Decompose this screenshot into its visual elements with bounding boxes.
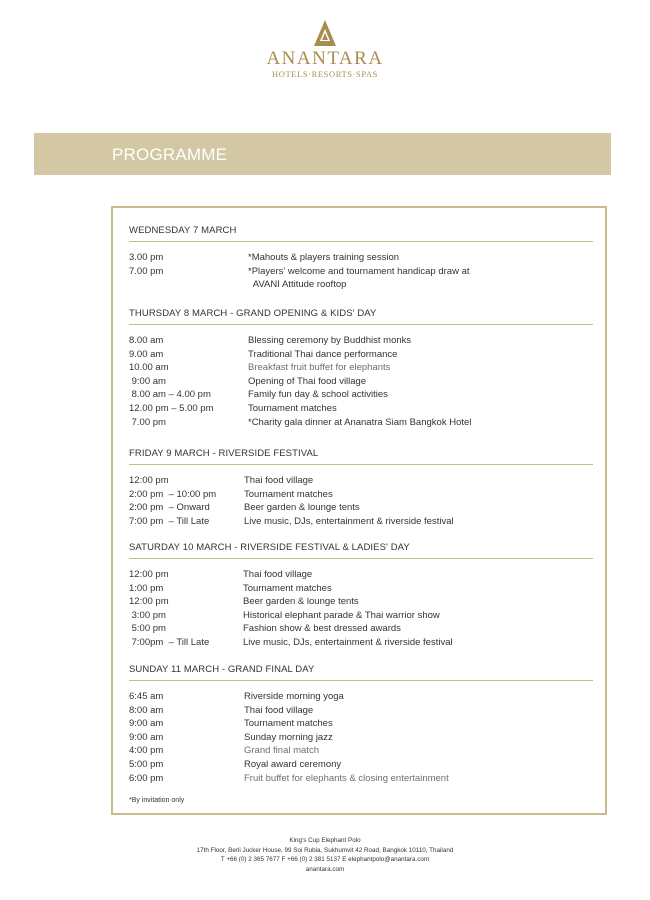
schedule-event: Grand final match bbox=[244, 745, 319, 757]
schedule-time: 8.00 am – 4.00 pm bbox=[129, 389, 211, 401]
footer bbox=[0, 836, 650, 874]
schedule-row bbox=[129, 501, 593, 515]
schedule-row bbox=[129, 348, 593, 362]
schedule-time: 7:00pm – Till Late bbox=[129, 636, 210, 648]
schedule-event: Historical elephant parade & Thai warrior show bbox=[243, 609, 440, 621]
schedule-time: 4:00 pm bbox=[129, 745, 164, 757]
schedule-time: 3.00 pm bbox=[129, 252, 164, 263]
schedule-time: 6:00 pm bbox=[129, 772, 164, 784]
schedule-event: Thai food village bbox=[244, 475, 314, 486]
schedule-row bbox=[129, 622, 593, 636]
schedule-event: Breakfast fruit buffet for elephants bbox=[248, 362, 391, 374]
schedule-row bbox=[129, 416, 593, 430]
schedule-row bbox=[129, 744, 593, 758]
schedule-time: 12:00 pm bbox=[129, 475, 169, 486]
schedule-event: Opening of Thai food village bbox=[248, 375, 367, 387]
schedule-row bbox=[129, 582, 593, 596]
day-heading: SATURDAY 10 MARCH - RIVERSIDE FESTIVAL & LADIES' DAY bbox=[129, 542, 593, 559]
logo-tagline: HOTELS·RESORTS·SPAS bbox=[272, 69, 378, 79]
schedule-time: 5:00 pm bbox=[129, 758, 164, 770]
schedule-time: 9:00 am bbox=[129, 731, 164, 743]
footer-address: 17th Floor, Berli Jucker House, 99 Soi Rubia, Sukhumvit 42 Road, Bangkok 10110, Thailand bbox=[196, 846, 454, 854]
schedule-row bbox=[129, 474, 593, 488]
schedule-time: 5:00 pm bbox=[129, 623, 166, 635]
schedule-row bbox=[129, 690, 593, 704]
footer-event-name: King's Cup Elephant Polo bbox=[289, 837, 361, 844]
schedule-event: *Mahouts & players training session bbox=[248, 252, 400, 263]
schedule-time: 10.00 am bbox=[129, 362, 169, 374]
schedule-time: 9:00 am bbox=[129, 718, 164, 730]
schedule-event: Royal award ceremony bbox=[244, 758, 342, 770]
schedule-event: *Charity gala dinner at Ananatra Siam Bangkok Hotel bbox=[248, 416, 472, 428]
day-heading: THURSDAY 8 MARCH - GRAND OPENING & KIDS' DAY bbox=[129, 308, 593, 325]
schedule-event: Tournament matches bbox=[248, 402, 337, 414]
schedule-event: Live music, DJs, entertainment & riverside festival bbox=[244, 515, 454, 527]
schedule-event: Traditional Thai dance performance bbox=[248, 348, 398, 360]
schedule-time bbox=[129, 278, 248, 292]
schedule-time: 8.00 am bbox=[129, 335, 164, 346]
schedule-time: 7.00 pm bbox=[129, 265, 164, 277]
day-heading: FRIDAY 9 MARCH - RIVERSIDE FESTIVAL bbox=[129, 448, 593, 465]
schedule-time: 7.00 pm bbox=[129, 416, 166, 428]
schedule-row bbox=[129, 375, 593, 389]
schedule-time: 2:00 pm – Onward bbox=[129, 502, 210, 514]
schedule-time: 12:00 pm bbox=[129, 596, 169, 608]
schedule-row bbox=[129, 515, 593, 529]
day-section-friday bbox=[129, 448, 593, 528]
schedule-time: 12:00 pm bbox=[129, 569, 169, 580]
programme-banner bbox=[34, 133, 611, 175]
schedule-row bbox=[129, 609, 593, 623]
schedule-row bbox=[129, 704, 593, 718]
schedule-row bbox=[129, 251, 593, 265]
schedule-event: *Players' welcome and tournament handicap draw at bbox=[248, 265, 470, 277]
schedule-row bbox=[129, 758, 593, 772]
schedule-row bbox=[129, 265, 593, 279]
schedule-time: 6:45 am bbox=[129, 691, 164, 702]
schedule-row bbox=[129, 772, 593, 786]
schedule-event: Live music, DJs, entertainment & riverside festival bbox=[243, 636, 453, 648]
day-section-wednesday bbox=[129, 225, 593, 292]
day-section-sunday bbox=[129, 664, 593, 785]
schedule-row bbox=[129, 278, 593, 292]
schedule-row bbox=[129, 334, 593, 348]
schedule-event: Thai food village bbox=[244, 704, 314, 716]
schedule-time: 12.00 pm – 5.00 pm bbox=[129, 402, 214, 414]
schedule-event: Tournament matches bbox=[243, 582, 332, 594]
schedule-event: Beer garden & lounge tents bbox=[244, 502, 360, 514]
schedule-time: 3:00 pm bbox=[129, 609, 166, 621]
schedule-time: 7:00 pm – Till Late bbox=[129, 515, 210, 527]
schedule-event: Sunday morning jazz bbox=[244, 731, 333, 743]
schedule-event: Tournament matches bbox=[244, 488, 333, 500]
schedule-time: 9:00 am bbox=[129, 375, 166, 387]
schedule-event: Family fun day & school activities bbox=[248, 389, 388, 401]
schedule-time: 2:00 pm – 10:00 pm bbox=[129, 488, 217, 500]
schedule-row bbox=[129, 636, 593, 650]
schedule-row bbox=[129, 488, 593, 502]
schedule-row bbox=[129, 717, 593, 731]
footer-contact[interactable]: T +66 (0) 2 365 7677 F +66 (0) 2 381 5137 E elephantpolo@anantara.com bbox=[220, 856, 430, 863]
schedule-time: 9.00 am bbox=[129, 348, 164, 360]
anantara-logo bbox=[0, 20, 650, 80]
day-heading: WEDNESDAY 7 MARCH bbox=[129, 225, 593, 242]
footer-website-link[interactable]: anantara.com bbox=[305, 865, 345, 873]
schedule-event: Thai food village bbox=[243, 569, 313, 580]
schedule-event: Tournament matches bbox=[244, 718, 333, 730]
schedule-time: 1:00 pm bbox=[129, 582, 164, 594]
schedule-event: Fashion show & best dressed awards bbox=[243, 623, 401, 635]
day-heading: SUNDAY 11 MARCH - GRAND FINAL DAY bbox=[129, 664, 593, 681]
invitation-footnote: *By invitation only bbox=[129, 797, 185, 804]
schedule-row bbox=[129, 402, 593, 416]
schedule-event: Fruit buffet for elephants & closing entertainment bbox=[244, 772, 449, 784]
schedule-row bbox=[129, 388, 593, 402]
schedule-row bbox=[129, 361, 593, 375]
schedule-event: AVANI Attitude rooftop bbox=[248, 279, 347, 291]
schedule-row bbox=[129, 731, 593, 745]
schedule-time: 8:00 am bbox=[129, 704, 164, 716]
day-section-thursday bbox=[129, 308, 593, 429]
schedule-event: Blessing ceremony by Buddhist monks bbox=[248, 335, 412, 346]
schedule-row bbox=[129, 595, 593, 609]
page-title: PROGRAMME bbox=[112, 145, 228, 164]
day-section-saturday bbox=[129, 542, 593, 650]
anantara-lotus-icon bbox=[314, 20, 336, 46]
schedule-row bbox=[129, 568, 593, 582]
programme-box bbox=[111, 206, 607, 815]
schedule-event: Beer garden & lounge tents bbox=[243, 596, 359, 608]
logo-name: ANANTARA bbox=[266, 48, 384, 69]
schedule-event: Riverside morning yoga bbox=[244, 691, 344, 702]
